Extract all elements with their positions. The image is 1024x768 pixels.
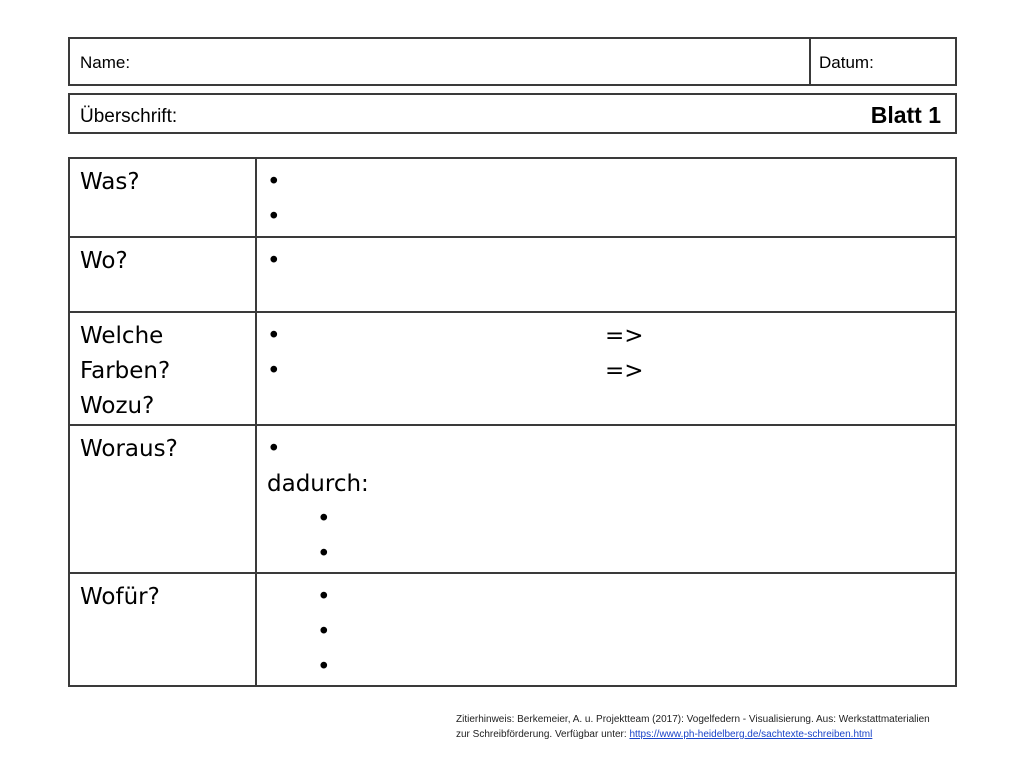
bullet-icon: • — [267, 358, 281, 384]
name-field[interactable] — [70, 39, 811, 84]
worksheet-table — [68, 157, 957, 687]
answer-was[interactable] — [256, 158, 956, 237]
answer-line — [267, 319, 955, 354]
answer-line — [267, 580, 955, 615]
source-link[interactable]: https://www.ph-heidelberg.de/sachtexte-schreiben.html — [629, 729, 873, 740]
row-farben — [69, 312, 956, 425]
bullet-icon: • — [317, 654, 331, 680]
citation-footer — [456, 712, 996, 742]
sheet-number: Blatt 1 — [870, 102, 941, 128]
question-was: Was? — [69, 158, 256, 237]
bullet-icon: • — [267, 248, 281, 274]
arrow-icon: => — [605, 323, 644, 349]
citation-line-2: zur Schreibförderung. Verfügbar unter: https://www.ph-heidelberg.de/sachtexte-schreiben.html — [456, 729, 873, 740]
arrow-icon: => — [605, 358, 644, 384]
question-wofuer: Wofür? — [69, 573, 256, 686]
bullet-icon: • — [317, 584, 331, 610]
answer-line — [267, 354, 955, 389]
answer-line — [267, 537, 955, 572]
heading-label: Überschrift: — [80, 106, 178, 127]
answer-wofuer[interactable] — [256, 573, 956, 686]
answer-line — [267, 650, 955, 685]
question-farben: Welche Farben? Wozu? — [69, 312, 256, 425]
name-date-header — [68, 37, 957, 86]
bullet-icon: • — [267, 169, 281, 195]
row-wofuer — [69, 573, 956, 686]
question-woraus: Woraus? — [69, 425, 256, 573]
date-field[interactable] — [811, 39, 955, 84]
answer-line — [267, 432, 955, 467]
row-wo — [69, 237, 956, 312]
answer-farben[interactable] — [256, 312, 956, 425]
answer-line — [267, 502, 955, 537]
bullet-icon: • — [317, 619, 331, 645]
answer-line — [267, 615, 955, 650]
bullet-icon: • — [317, 506, 331, 532]
heading-field[interactable] — [68, 93, 957, 134]
bullet-icon: • — [267, 204, 281, 230]
answer-wo[interactable] — [256, 237, 956, 312]
name-label: Name: — [80, 53, 131, 72]
bullet-icon: • — [267, 323, 281, 349]
question-wo: Wo? — [69, 237, 256, 312]
answer-line — [267, 244, 955, 279]
row-woraus — [69, 425, 956, 573]
bullet-icon: • — [267, 436, 281, 462]
citation-line-1: Zitierhinweis: Berkemeier, A. u. Projektteam (2017): Vogelfedern - Visualisierung. Aus: Werkstattmaterialien — [456, 714, 930, 725]
answer-line — [267, 165, 955, 200]
bullet-icon: • — [317, 541, 331, 567]
date-label: Datum: — [819, 53, 874, 72]
row-was — [69, 158, 956, 237]
answer-line — [267, 200, 955, 235]
answer-woraus[interactable] — [256, 425, 956, 573]
consequence-label: dadurch: — [267, 471, 369, 497]
